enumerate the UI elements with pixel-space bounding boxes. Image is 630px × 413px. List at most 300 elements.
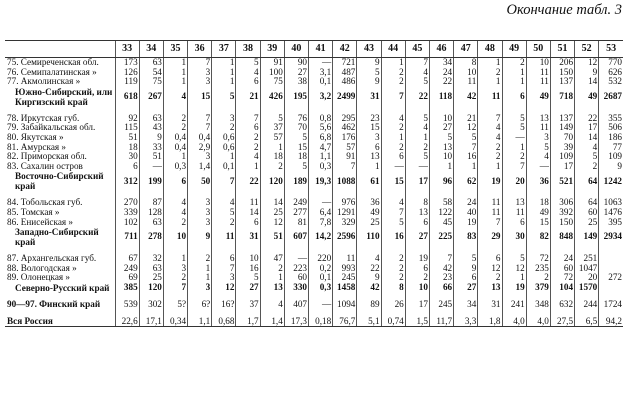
data-cell: 119 (115, 77, 139, 87)
spacer-cell (260, 107, 284, 114)
data-cell: 392 (550, 208, 574, 218)
data-cell: 2 (478, 143, 502, 153)
spacer-cell (429, 247, 453, 254)
data-cell: 6? (188, 300, 212, 310)
data-cell: 426 (260, 87, 284, 107)
data-cell: 66 (429, 283, 453, 293)
spacer-cell (405, 107, 429, 114)
row-label: 80. Якутская » (7, 132, 64, 142)
data-cell: 521 (550, 171, 574, 191)
row-label: Вся Россия (5, 317, 115, 327)
data-cell: 12 (478, 264, 502, 274)
data-cell: 15 (188, 87, 212, 107)
data-cell: 770 (599, 58, 623, 68)
data-cell: 70 (550, 133, 574, 143)
spacer-cell (550, 293, 574, 300)
data-cell: — (526, 162, 550, 172)
data-cell: 1 (454, 162, 478, 172)
data-cell: 2596 (333, 227, 357, 247)
row-label: 85. Томская » (7, 207, 60, 217)
data-cell: 4 (163, 198, 187, 208)
row-label: 76. Семипалатинская » (7, 67, 97, 77)
data-cell: 4 (357, 254, 381, 264)
data-cell: 1 (381, 58, 405, 68)
data-cell: 21 (454, 114, 478, 124)
data-cell: 306 (550, 198, 574, 208)
data-cell: 486 (333, 77, 357, 87)
data-cell: 17 (550, 162, 574, 172)
spacer-cell (405, 247, 429, 254)
data-cell: — (309, 300, 333, 310)
row-label: 84. Тобольская губ. (7, 198, 83, 208)
spacer-cell (575, 191, 599, 198)
column-header: 45 (405, 41, 429, 58)
data-cell: 62 (454, 171, 478, 191)
data-cell: 14 (260, 198, 284, 208)
data-cell: 5 (284, 162, 308, 172)
table-row (5, 208, 623, 218)
data-cell: 1 (236, 162, 260, 172)
data-cell: 9 (357, 58, 381, 68)
data-cell: 13 (260, 283, 284, 293)
data-cell: 13 (478, 283, 502, 293)
data-cell: 82 (526, 227, 550, 247)
data-cell: 4 (405, 68, 429, 78)
data-cell: 2,9 (188, 143, 212, 153)
data-cell: 42 (357, 283, 381, 293)
data-cell: 1 (163, 58, 187, 68)
data-cell: 2 (502, 58, 526, 68)
data-cell: 718 (550, 87, 574, 107)
data-cell: 150 (550, 68, 574, 78)
data-cell: 102 (115, 218, 139, 228)
spacer-cell (284, 310, 308, 317)
data-cell: 9 (357, 77, 381, 87)
data-cell: 1 (163, 68, 187, 78)
data-cell: 1088 (333, 171, 357, 191)
data-cell: 60 (575, 208, 599, 218)
data-cell: 4,7 (309, 143, 333, 153)
data-cell: 539 (115, 300, 139, 310)
data-cell: 1291 (333, 208, 357, 218)
data-cell: 11 (478, 208, 502, 218)
data-cell: 63 (139, 58, 163, 68)
data-cell: 57 (260, 133, 284, 143)
data-cell: 42 (429, 264, 453, 274)
data-cell: 27 (405, 227, 429, 247)
table-row (5, 273, 623, 283)
data-cell: 75 (139, 77, 163, 87)
data-cell: 5 (284, 133, 308, 143)
data-cell: 24 (454, 198, 478, 208)
data-cell: 10 (526, 58, 550, 68)
spacer-cell (309, 191, 333, 198)
column-header: 46 (429, 41, 453, 58)
spacer-cell (502, 293, 526, 300)
data-cell: 5 (212, 87, 236, 107)
data-cell: 7 (188, 114, 212, 124)
data-cell: 330 (284, 283, 308, 293)
data-cell: 1,8 (478, 317, 502, 327)
column-header: 50 (526, 41, 550, 58)
data-cell: 57 (333, 143, 357, 153)
data-cell: 5 (405, 152, 429, 162)
data-cell: 2 (212, 218, 236, 228)
data-cell: 11 (526, 123, 550, 133)
data-cell: 2 (526, 273, 550, 283)
spacer-cell (429, 310, 453, 317)
data-cell: 20 (502, 171, 526, 191)
data-cell: 0,4 (188, 133, 212, 143)
data-cell: 11 (526, 68, 550, 78)
table-row (5, 143, 623, 153)
data-cell: 10 (163, 227, 187, 247)
region-total-row (5, 87, 623, 107)
data-cell: 33 (139, 143, 163, 153)
data-cell: — (309, 58, 333, 68)
data-cell: 1570 (575, 283, 599, 293)
data-cell: 1,7 (236, 317, 260, 327)
data-cell: 3 (188, 218, 212, 228)
spacer-cell (333, 247, 357, 254)
spacer-cell (478, 247, 502, 254)
spacer-cell (550, 191, 574, 198)
spacer-cell (115, 247, 139, 254)
spacer-cell (5, 310, 115, 317)
data-cell: 61 (357, 171, 381, 191)
data-cell: 1,4 (260, 317, 284, 327)
column-header: 40 (284, 41, 308, 58)
data-cell: 21 (236, 87, 260, 107)
data-cell: 0,34 (163, 317, 187, 327)
data-cell: 1 (381, 133, 405, 143)
data-cell: 6 (357, 143, 381, 153)
data-cell: 2 (163, 123, 187, 133)
spacer-cell (284, 107, 308, 114)
data-cell: 329 (333, 218, 357, 228)
data-cell: 0,8 (309, 114, 333, 124)
data-cell: 2 (381, 68, 405, 78)
data-cell: 0,6 (212, 133, 236, 143)
spacer-cell (236, 310, 260, 317)
spacer-cell (454, 247, 478, 254)
data-cell: 12 (212, 283, 236, 293)
data-cell: 10 (405, 283, 429, 293)
data-cell: 1 (212, 77, 236, 87)
data-cell: 632 (550, 300, 574, 310)
data-cell: 11 (333, 254, 357, 264)
data-cell: 42 (454, 87, 478, 107)
data-cell: 7 (333, 162, 357, 172)
data-cell: 76 (284, 114, 308, 124)
data-cell: 12 (454, 123, 478, 133)
data-cell: 19 (405, 254, 429, 264)
column-header: 53 (599, 41, 623, 58)
data-cell: 149 (550, 123, 574, 133)
data-cell: 220 (309, 254, 333, 264)
data-cell: — (405, 162, 429, 172)
table-body (5, 58, 623, 327)
spacer-cell (550, 310, 574, 317)
data-cell (599, 254, 623, 264)
data-cell: 12 (260, 218, 284, 228)
region-total-row (5, 171, 623, 191)
data-cell: 19 (454, 218, 478, 228)
data-cell: 18 (526, 198, 550, 208)
spacer-cell (333, 310, 357, 317)
data-cell: 2 (163, 218, 187, 228)
data-cell: 6 (236, 123, 260, 133)
data-cell: 6 (405, 264, 429, 274)
spacer-cell (575, 247, 599, 254)
data-cell: 3 (188, 198, 212, 208)
data-cell: 1,5 (405, 317, 429, 327)
spacer-cell (526, 107, 550, 114)
spacer-cell (139, 247, 163, 254)
data-cell: 3 (163, 264, 187, 274)
data-cell: 40 (454, 208, 478, 218)
table-caption: Окончание табл. 3 (506, 2, 622, 18)
data-cell: 31 (236, 227, 260, 247)
row-label: 77. Акмолинская » (7, 77, 81, 87)
spacer-cell (550, 107, 574, 114)
row-label: 75. Семиреченская обл. (7, 57, 99, 67)
spacer-cell (309, 310, 333, 317)
data-cell: 15 (284, 143, 308, 153)
data-cell: 2 (188, 254, 212, 264)
data-cell: 51 (115, 133, 139, 143)
spacer-cell (188, 191, 212, 198)
data-cell: 462 (333, 123, 357, 133)
data-cell: 51 (260, 227, 284, 247)
data-cell: 348 (526, 300, 550, 310)
data-cell: 6 (454, 273, 478, 283)
data-cell: 14 (575, 77, 599, 87)
spacer-cell (599, 293, 623, 300)
data-cell: 11 (526, 77, 550, 87)
spacer-cell (212, 247, 236, 254)
spacer-cell (260, 247, 284, 254)
data-cell: 20 (575, 273, 599, 283)
data-cell: 31 (478, 300, 502, 310)
data-cell: 6 (405, 218, 429, 228)
data-cell: 1476 (599, 208, 623, 218)
data-cell: 5? (163, 300, 187, 310)
data-cell: 278 (139, 227, 163, 247)
data-cell: 27 (284, 68, 308, 78)
data-cell: 4 (478, 123, 502, 133)
data-cell: 8 (405, 198, 429, 208)
data-cell: 49 (357, 208, 381, 218)
data-cell: 2 (381, 123, 405, 133)
spacer-cell (357, 107, 381, 114)
spacer-cell (502, 247, 526, 254)
data-cell: 6 (478, 254, 502, 264)
spacer-cell (163, 293, 187, 300)
data-cell: 17,3 (284, 317, 308, 327)
spacer-cell (357, 293, 381, 300)
data-cell: 3 (212, 114, 236, 124)
data-cell: 25 (139, 273, 163, 283)
data-cell: 25 (575, 218, 599, 228)
data-cell: — (284, 254, 308, 264)
data-cell: 13 (502, 198, 526, 208)
spacer-cell (429, 293, 453, 300)
data-cell: 1063 (599, 198, 623, 208)
row-label: 88. Вологодская » (7, 263, 77, 273)
data-cell: 195 (284, 87, 308, 107)
data-cell: 626 (599, 68, 623, 78)
data-cell: 3,2 (309, 87, 333, 107)
data-cell: 7 (454, 143, 478, 153)
data-cell: 2 (405, 143, 429, 153)
table-row (5, 254, 623, 264)
spacer-cell (5, 191, 115, 198)
data-cell: 11,7 (429, 317, 453, 327)
row-label: 83. Сахалин остров (7, 161, 83, 171)
spacer-cell (309, 247, 333, 254)
row-label: 86. Енисейская » (7, 217, 74, 227)
data-cell: 7,8 (309, 218, 333, 228)
spacer-cell (599, 310, 623, 317)
spacer-cell (333, 293, 357, 300)
data-cell: 1,1 (309, 152, 333, 162)
spacer-cell (163, 191, 187, 198)
table-row (5, 264, 623, 274)
data-cell: — (502, 133, 526, 143)
data-cell: 5 (526, 143, 550, 153)
spacer-cell (550, 247, 574, 254)
row-label: 78. Иркутская губ. (7, 113, 80, 123)
data-cell: 3 (188, 68, 212, 78)
spacer-cell (429, 107, 453, 114)
data-cell: 249 (115, 264, 139, 274)
data-cell: 711 (115, 227, 139, 247)
data-cell: 15 (526, 218, 550, 228)
data-cell: 0,4 (163, 143, 187, 153)
data-cell: 50 (188, 171, 212, 191)
data-cell: 173 (115, 58, 139, 68)
data-cell: 63 (139, 218, 163, 228)
column-header: 33 (115, 41, 139, 58)
region-total-row (5, 283, 623, 293)
data-cell: 11 (478, 198, 502, 208)
spacer-cell (381, 293, 405, 300)
data-cell: 96 (429, 171, 453, 191)
data-cell (599, 264, 623, 274)
data-cell: 17 (575, 123, 599, 133)
header-label-cell (5, 41, 115, 58)
data-cell: 506 (599, 123, 623, 133)
data-cell: 3 (188, 77, 212, 87)
data-cell: 3 (188, 283, 212, 293)
spacer-cell (333, 107, 357, 114)
spacer-cell (502, 310, 526, 317)
data-cell: 6 (236, 77, 260, 87)
data-cell: 7 (405, 58, 429, 68)
data-cell: 379 (526, 283, 550, 293)
data-cell: 2 (381, 273, 405, 283)
column-header: 41 (309, 41, 333, 58)
data-cell: 17 (405, 171, 429, 191)
data-cell: 245 (429, 300, 453, 310)
data-cell: 10 (454, 68, 478, 78)
table-row (5, 152, 623, 162)
spacer-cell (309, 107, 333, 114)
spacer-cell (139, 293, 163, 300)
data-cell: — (381, 162, 405, 172)
data-cell: 295 (333, 114, 357, 124)
data-cell: 5 (236, 273, 260, 283)
spacer-cell (284, 191, 308, 198)
data-cell: 94,2 (599, 317, 623, 327)
data-cell: 104 (550, 283, 574, 293)
spacer-cell (575, 107, 599, 114)
data-cell: 72 (526, 254, 550, 264)
row-spacer (5, 107, 623, 114)
spacer-cell (212, 107, 236, 114)
data-cell: 1 (405, 133, 429, 143)
spacer-cell (163, 310, 187, 317)
spacer-cell (429, 191, 453, 198)
spacer-cell (212, 191, 236, 198)
row-label: 79. Забайкальская обл. (7, 123, 96, 133)
data-cell: 272 (599, 273, 623, 283)
column-header: 47 (454, 41, 478, 58)
data-cell: 72 (550, 273, 574, 283)
data-cell: 4 (236, 68, 260, 78)
data-cell: 1094 (333, 300, 357, 310)
data-cell: 24 (550, 254, 574, 264)
data-cell: 2499 (333, 87, 357, 107)
data-cell: 9 (188, 227, 212, 247)
spacer-cell (381, 310, 405, 317)
data-cell: 1458 (333, 283, 357, 293)
column-header: 34 (139, 41, 163, 58)
spacer-cell (115, 191, 139, 198)
data-cell: 18 (284, 152, 308, 162)
data-cell: 3 (526, 133, 550, 143)
column-header: 35 (163, 41, 187, 58)
data-cell: 7 (502, 162, 526, 172)
row-label: 90—97. Финский край (7, 299, 101, 309)
data-cell: 22 (429, 77, 453, 87)
data-cell: 90 (284, 58, 308, 68)
data-cell: 24 (429, 68, 453, 78)
data-cell: 92 (115, 114, 139, 124)
spacer-cell (333, 191, 357, 198)
data-cell: 0,18 (309, 317, 333, 327)
data-cell: 2 (381, 264, 405, 274)
data-cell: 1 (429, 162, 453, 172)
spacer-cell (236, 293, 260, 300)
data-cell: 7 (429, 254, 453, 264)
data-cell: 1 (502, 77, 526, 87)
data-cell: 22,6 (115, 317, 139, 327)
spacer-cell (502, 191, 526, 198)
data-cell: 12 (502, 264, 526, 274)
table-row (5, 68, 623, 78)
data-cell: 1 (188, 273, 212, 283)
data-cell: 10 (429, 114, 453, 124)
data-cell: 2687 (599, 87, 623, 107)
spacer-cell (5, 247, 115, 254)
data-cell: 235 (526, 264, 550, 274)
data-cell: 2 (478, 152, 502, 162)
data-cell: 1 (357, 162, 381, 172)
column-header: 51 (550, 41, 574, 58)
data-cell: 1,4 (188, 162, 212, 172)
